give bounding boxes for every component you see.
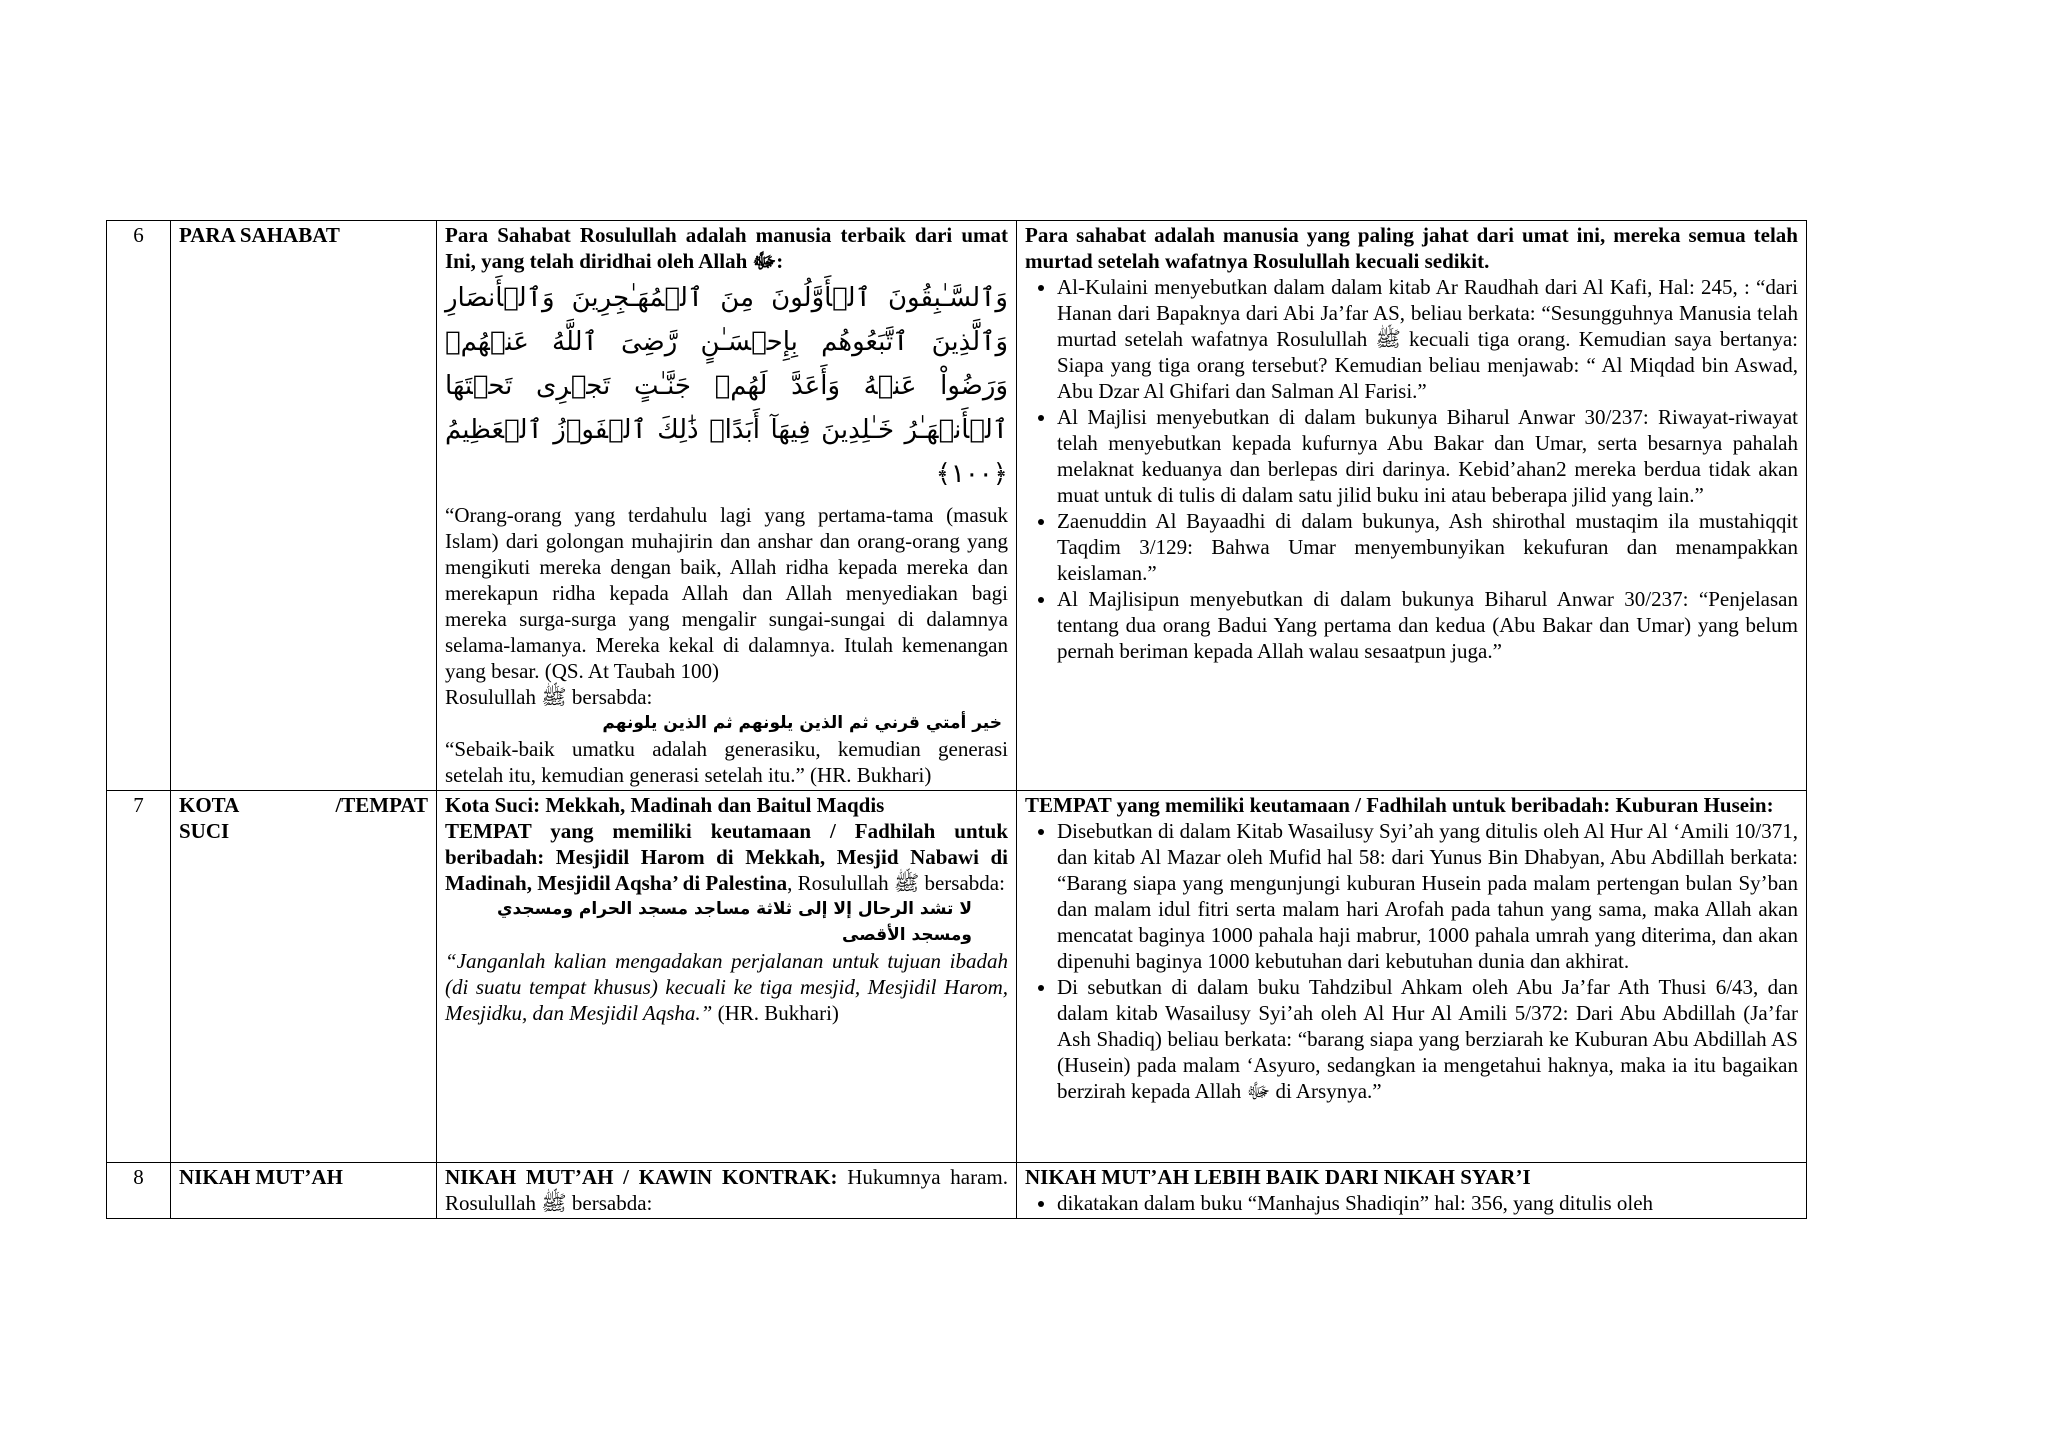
shia-cell [1017, 791, 1807, 1163]
table-row [107, 791, 1807, 1163]
list-item: • Zaenuddin Al Bayaadhi di dalam bukunya, Ash shirothal mustaqim ila mustahiqqit Taqdim 3/129: Bahwa Umar menyembunyikan kekufuran dan menampakkan keislaman.” [1057, 508, 1798, 586]
list-item: • Al-Kulaini menyebutkan dalam dalam kitab Ar Raudhah dari Al Kafi, Hal: 245, : “dari Hanan dari Bapaknya dari Abi Ja’far AS, beliau berkata: “Sesungguhnya Manusia telah murtad setelah wafatnya Rosulullah ﷺ kecuali tiga orang. Kemudian saya bertanya: Siapa yang tiga orang tersebut? Kemudian beliau menjawab: “ Al Miqdad bin Aswad, Abu Dzar Al Ghifari dan Salman Al Farisi.” [1057, 274, 1798, 404]
sunni-intro: Para Sahabat Rosulullah adalah manusia terbaik dari umat Ini, yang telah diridhai oleh Allah ﷻ: [445, 223, 1008, 273]
hadith-arabic: خير أمتي قرني ثم الذين يلونهم ثم الذين يلونهم [602, 713, 1002, 733]
sunni-lead: NIKAH MUT’AH / KAWIN KONTRAK: [445, 1165, 838, 1189]
hadith-source: (HR. Bukhari) [712, 1001, 839, 1025]
row-number: 8 [107, 1163, 171, 1219]
sunni-cell [437, 1163, 1017, 1219]
topic-part: /TEMPAT [335, 793, 428, 817]
shia-cell [1017, 221, 1807, 791]
sunni-cell [437, 791, 1017, 1163]
topic-part: SUCI [179, 819, 230, 843]
verse-translation: “Orang-orang yang terdahulu lagi yang pertama-tama (masuk Islam) dari golongan muhajirin dan anshar dan orang-orang yang mengikuti mereka dengan baik, Allah ridha kepada mereka dan merekapun ridha kepada Allah dan Allah menyediakan bagi mereka surga-surga yang mengalir sungai-sungai di dalamnya selama-lamanya. Mereka kekal di dalamnya. Itulah kemenangan yang besar. (QS. At Taubah 100) [445, 503, 1008, 683]
comparison-table [106, 220, 1807, 1219]
row-topic: PARA SAHABAT [171, 221, 437, 791]
list-item: • Al Majlisipun menyebutkan di dalam bukunya Biharul Anwar 30/237: “Penjelasan tentang dua orang Badui Yang pertama dan kedua (Abu Bakar dan Umar) yang belum pernah beriman kepada Allah walau sesaatpun juga.” [1057, 586, 1798, 664]
row-topic: NIKAH MUT’AH [171, 1163, 437, 1219]
quran-verse: وَٱلسَّـٰبِقُونَ ٱلۡأَوَّلُونَ مِنَ ٱلۡمُهَـٰجِرِينَ وَٱلۡأَنصَارِ وَٱلَّذِينَ ٱتَّبَعُوهُم بِإِحۡسَـٰنٍ رَّضِىَ ٱللَّهُ عَنۡهُمۡ وَرَضُواْ عَنۡهُ وَأَعَدَّ لَهُمۡ جَنَّـٰتٍ تَجۡرِى تَحۡتَهَا ٱلۡأَنۡهَـٰرُ خَـٰلِدِينَ فِيهَآ أَبَدًا‌ۚ ذَٰلِكَ ٱلۡفَوۡزُ ٱلۡعَظِيمُ ﴿١٠٠﴾ [445, 283, 1008, 489]
shia-cell [1017, 1163, 1807, 1219]
shia-intro: Para sahabat adalah manusia yang paling jahat dari umat ini, mereka semua telah murtad setelah wafatnya Rosulullah kecuali sedikit. [1025, 223, 1798, 273]
list-item: • Di sebutkan di dalam buku Tahdzibul Ahkam oleh Abu Ja’far Ath Thusi 6/43, dan dalam kitab Wasailusy Syi’ah oleh Al Hur Al Amili 5/372: Dari Abu Abdillah (Ja’far Ash Shadiq) beliau berkata: “barang siapa yang berziarah ke Kuburan Abu Abdillah AS (Husein) pada malam ‘Asyuro, sedangkan ia mengetahui haknya, maka ia itu bagaikan berzirah kepada Allah ﷻ di Arsynya.” [1057, 974, 1798, 1104]
sunni-line: TEMPAT yang memiliki keutamaan / Fadhilah untuk beribadah: Mesjidil Harom di Mekkah, Mesjid Nabawi di Madinah, Mesjidil Aqsha’ di Palestina [445, 819, 1008, 895]
table-row [107, 1163, 1807, 1219]
sunni-rest: Hukumnya haram. Rosulullah ﷺ bersabda: [445, 1165, 1008, 1215]
row-number: 6 [107, 221, 171, 791]
sunni-cell [437, 221, 1017, 791]
shia-points [1025, 274, 1798, 664]
sunni-line: Kota Suci: Mekkah, Madinah dan Baitul Maqdis [445, 793, 885, 817]
row-topic [171, 791, 437, 1163]
row-number: 7 [107, 791, 171, 1163]
saying-intro: , Rosulullah ﷺ bersabda: [787, 871, 1005, 895]
hadith-arabic: لا تشد الرحال إلا إلى ثلاثة مساجد مسجد الحرام ومسجدي ومسجد الأقصى [496, 899, 972, 945]
list-item: • dikatakan dalam buku “Manhajus Shadiqin” hal: 356, yang ditulis oleh [1057, 1190, 1798, 1216]
hadith-translation: “Sebaik-baik umatku adalah generasiku, kemudian generasi setelah itu, kemudian generasi setelah itu.” (HR. Bukhari) [445, 737, 1008, 787]
shia-intro: TEMPAT yang memiliki keutamaan / Fadhilah untuk beribadah: Kuburan Husein: [1025, 793, 1774, 817]
list-item: • Disebutkan di dalam Kitab Wasailusy Syi’ah yang ditulis oleh Al Hur Al ‘Amili 10/371, dan kitab Al Mazar oleh Mufid hal 58: dari Yunus Bin Dhabyan, Abu Abdillah berkata: “Barang siapa yang mengunjungi kuburan Husein pada malam pertengan bulan Sy’ban dan malam idul fitri serta malam hari Arofah pada tahun yang sama, maka Allah akan mencatat baginya 1000 pahala haji mabrur, 1000 pahala umrah yang diterima, dan akan dipenuhi baginya 1000 kebutuhan dari kebutuhan dunia dan akhirat. [1057, 818, 1798, 974]
list-item: • Al Majlisi menyebutkan di dalam bukunya Biharul Anwar 30/237: Riwayat-riwayat telah menyebutkan kepada kufurnya Abu Bakar dan Umar, serta besarnya pahalah melaknat keduanya dan berlepas diri darinya. Kebid’ahan2 mereka berdua tidak akan muat untuk di tulis di dalam satu jilid buku ini atau beberapa jilid yang lain.” [1057, 404, 1798, 508]
saying-intro: Rosulullah ﷺ bersabda: [445, 685, 653, 709]
topic-part: KOTA [179, 793, 240, 817]
table-row [107, 221, 1807, 791]
hadith-translation: “Janganlah kalian mengadakan perjalanan untuk tujuan ibadah (di suatu tempat khusus) kecuali ke tiga mesjid, Mesjidil Harom, Mesjidku, dan Mesjidil Aqsha.” [445, 949, 1008, 1025]
shia-points [1025, 818, 1798, 1104]
shia-intro: NIKAH MUT’AH LEBIH BAIK DARI NIKAH SYAR’I [1025, 1165, 1531, 1189]
shia-points [1025, 1190, 1798, 1216]
